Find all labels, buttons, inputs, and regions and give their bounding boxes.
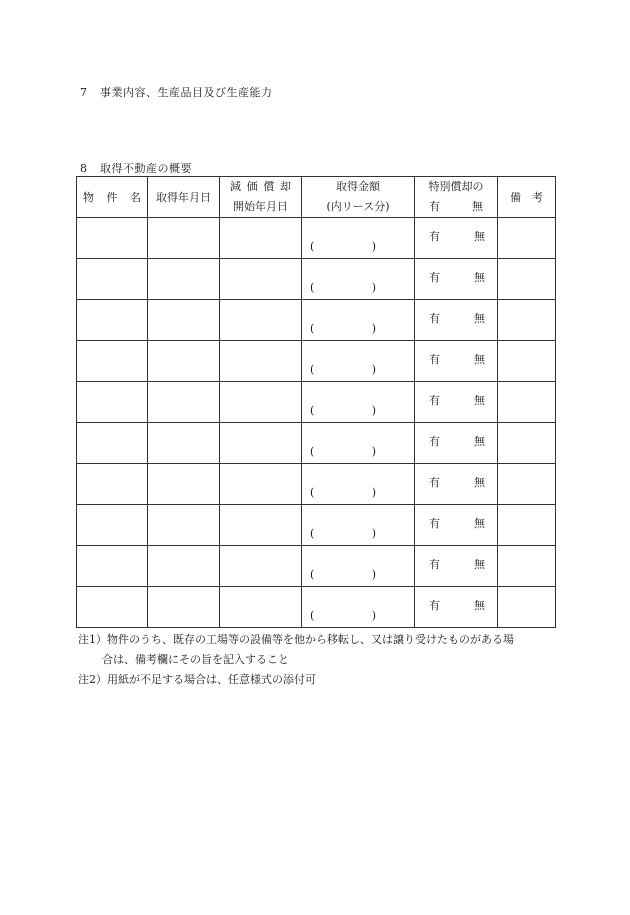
lease-paren-open: ( — [310, 281, 315, 294]
acquisition-date-cell[interactable] — [148, 300, 220, 341]
remarks-cell[interactable] — [498, 587, 556, 628]
property-table — [76, 176, 556, 628]
lease-paren-close: ) — [371, 527, 376, 540]
acquisition-date-cell[interactable] — [148, 546, 220, 587]
property-name-cell[interactable] — [77, 382, 148, 423]
special-no[interactable]: 無 — [474, 476, 485, 489]
special-depreciation-cell[interactable] — [415, 423, 498, 464]
special-yes[interactable]: 有 — [429, 599, 440, 612]
lease-paren-open: ( — [310, 486, 315, 499]
lease-paren-open: ( — [310, 609, 315, 622]
lease-paren-open: ( — [310, 363, 315, 376]
depreciation-start-cell[interactable] — [220, 259, 302, 300]
property-name-cell[interactable] — [77, 300, 148, 341]
property-name-cell[interactable] — [77, 546, 148, 587]
special-no[interactable]: 無 — [474, 230, 485, 243]
depreciation-start-cell[interactable] — [220, 546, 302, 587]
special-depreciation-cell[interactable] — [415, 587, 498, 628]
remarks-cell[interactable] — [498, 218, 556, 259]
special-no[interactable]: 無 — [474, 599, 485, 612]
remarks-cell[interactable] — [498, 505, 556, 546]
header-acquisition-date: 取得年月日 — [148, 177, 220, 218]
section-7-heading — [80, 84, 273, 100]
acquisition-date-cell[interactable] — [148, 218, 220, 259]
property-name-cell[interactable] — [77, 505, 148, 546]
acquisition-amount-cell[interactable] — [302, 300, 415, 341]
special-yes[interactable]: 有 — [429, 517, 440, 530]
acquisition-date-cell[interactable] — [148, 423, 220, 464]
lease-paren-open: ( — [310, 568, 315, 581]
table-row — [77, 546, 556, 587]
section-title: 事業内容、生産品目及び生産能力 — [100, 86, 273, 99]
property-name-cell[interactable] — [77, 341, 148, 382]
acquisition-amount-cell[interactable] — [302, 218, 415, 259]
special-yes[interactable]: 有 — [429, 394, 440, 407]
lease-paren-close: ) — [371, 322, 376, 335]
lease-paren-close: ) — [371, 609, 376, 622]
header-depreciation-start: 減 価 償 却 開始年月日 — [220, 177, 302, 218]
table-row — [77, 464, 556, 505]
lease-paren-close: ) — [371, 445, 376, 458]
acquisition-date-cell[interactable] — [148, 464, 220, 505]
depreciation-start-cell[interactable] — [220, 587, 302, 628]
acquisition-date-cell[interactable] — [148, 341, 220, 382]
section-number: 8 — [80, 162, 88, 175]
table-row — [77, 423, 556, 464]
depreciation-start-cell[interactable] — [220, 382, 302, 423]
note-1-continuation: 合は、備考欄にその旨を記入すること — [102, 653, 289, 666]
remarks-cell[interactable] — [498, 341, 556, 382]
lease-paren-open: ( — [310, 240, 315, 253]
note-2: 注2）用紙が不足する場合は、任意様式の添付可 — [78, 673, 316, 686]
remarks-cell[interactable] — [498, 300, 556, 341]
lease-paren-open: ( — [310, 527, 315, 540]
special-no[interactable]: 無 — [474, 435, 485, 448]
acquisition-amount-cell[interactable] — [302, 341, 415, 382]
remarks-cell[interactable] — [498, 546, 556, 587]
special-no[interactable]: 無 — [474, 394, 485, 407]
acquisition-amount-cell[interactable] — [302, 464, 415, 505]
acquisition-date-cell[interactable] — [148, 505, 220, 546]
acquisition-amount-cell[interactable] — [302, 505, 415, 546]
lease-paren-close: ) — [371, 486, 376, 499]
special-no[interactable]: 無 — [474, 558, 485, 571]
acquisition-amount-cell[interactable] — [302, 423, 415, 464]
table-row — [77, 218, 556, 259]
lease-paren-open: ( — [310, 445, 315, 458]
acquisition-amount-cell[interactable] — [302, 546, 415, 587]
header-property-name: 物 件 名 — [77, 177, 148, 218]
depreciation-start-cell[interactable] — [220, 505, 302, 546]
remarks-cell[interactable] — [498, 423, 556, 464]
special-yes[interactable]: 有 — [429, 230, 440, 243]
lease-paren-open: ( — [310, 404, 315, 417]
remarks-cell[interactable] — [498, 464, 556, 505]
property-name-cell[interactable] — [77, 587, 148, 628]
special-yes[interactable]: 有 — [429, 435, 440, 448]
lease-paren-close: ) — [371, 568, 376, 581]
special-yes[interactable]: 有 — [429, 312, 440, 325]
acquisition-amount-cell[interactable] — [302, 382, 415, 423]
acquisition-amount-cell[interactable] — [302, 587, 415, 628]
lease-paren-close: ) — [371, 404, 376, 417]
header-special-depreciation: 特別償却の 有 無 — [415, 177, 498, 218]
special-yes[interactable]: 有 — [429, 476, 440, 489]
depreciation-start-cell[interactable] — [220, 464, 302, 505]
lease-paren-close: ) — [371, 240, 376, 253]
note-1: 注1）物件のうち、既存の工場等の設備等を他から移転し、又は譲り受けたものがある場 — [78, 633, 514, 646]
depreciation-start-cell[interactable] — [220, 218, 302, 259]
lease-paren-open: ( — [310, 322, 315, 335]
special-depreciation-cell[interactable] — [415, 341, 498, 382]
table-row — [77, 300, 556, 341]
depreciation-start-cell[interactable] — [220, 423, 302, 464]
property-name-cell[interactable] — [77, 259, 148, 300]
header-acquisition-amount: 取得金額 (内リース分) — [302, 177, 415, 218]
special-no[interactable]: 無 — [474, 271, 485, 284]
table-row — [77, 259, 556, 300]
acquisition-date-cell[interactable] — [148, 587, 220, 628]
special-yes[interactable]: 有 — [429, 271, 440, 284]
special-depreciation-cell[interactable] — [415, 546, 498, 587]
special-no[interactable]: 無 — [474, 312, 485, 325]
special-depreciation-cell[interactable] — [415, 382, 498, 423]
table-row — [77, 587, 556, 628]
special-no[interactable]: 無 — [474, 517, 485, 530]
property-name-cell[interactable] — [77, 423, 148, 464]
acquisition-date-cell[interactable] — [148, 382, 220, 423]
depreciation-start-cell[interactable] — [220, 341, 302, 382]
lease-paren-close: ) — [371, 363, 376, 376]
section-title: 取得不動産の概要 — [100, 162, 192, 175]
special-depreciation-cell[interactable] — [415, 464, 498, 505]
table-row — [77, 505, 556, 546]
notes — [78, 630, 514, 690]
section-8-heading — [80, 160, 192, 176]
acquisition-amount-cell[interactable] — [302, 259, 415, 300]
table-row — [77, 341, 556, 382]
acquisition-date-cell[interactable] — [148, 259, 220, 300]
remarks-cell[interactable] — [498, 382, 556, 423]
special-no[interactable]: 無 — [474, 353, 485, 366]
special-depreciation-cell[interactable] — [415, 300, 498, 341]
lease-paren-close: ) — [371, 281, 376, 294]
depreciation-start-cell[interactable] — [220, 300, 302, 341]
property-name-cell[interactable] — [77, 218, 148, 259]
table-row — [77, 382, 556, 423]
special-yes[interactable]: 有 — [429, 558, 440, 571]
special-depreciation-cell[interactable] — [415, 259, 498, 300]
header-remarks: 備 考 — [498, 177, 556, 218]
special-depreciation-cell[interactable] — [415, 505, 498, 546]
table-header-row — [77, 177, 556, 218]
section-number: 7 — [80, 86, 88, 99]
property-name-cell[interactable] — [77, 464, 148, 505]
remarks-cell[interactable] — [498, 259, 556, 300]
special-yes[interactable]: 有 — [429, 353, 440, 366]
special-depreciation-cell[interactable] — [415, 218, 498, 259]
